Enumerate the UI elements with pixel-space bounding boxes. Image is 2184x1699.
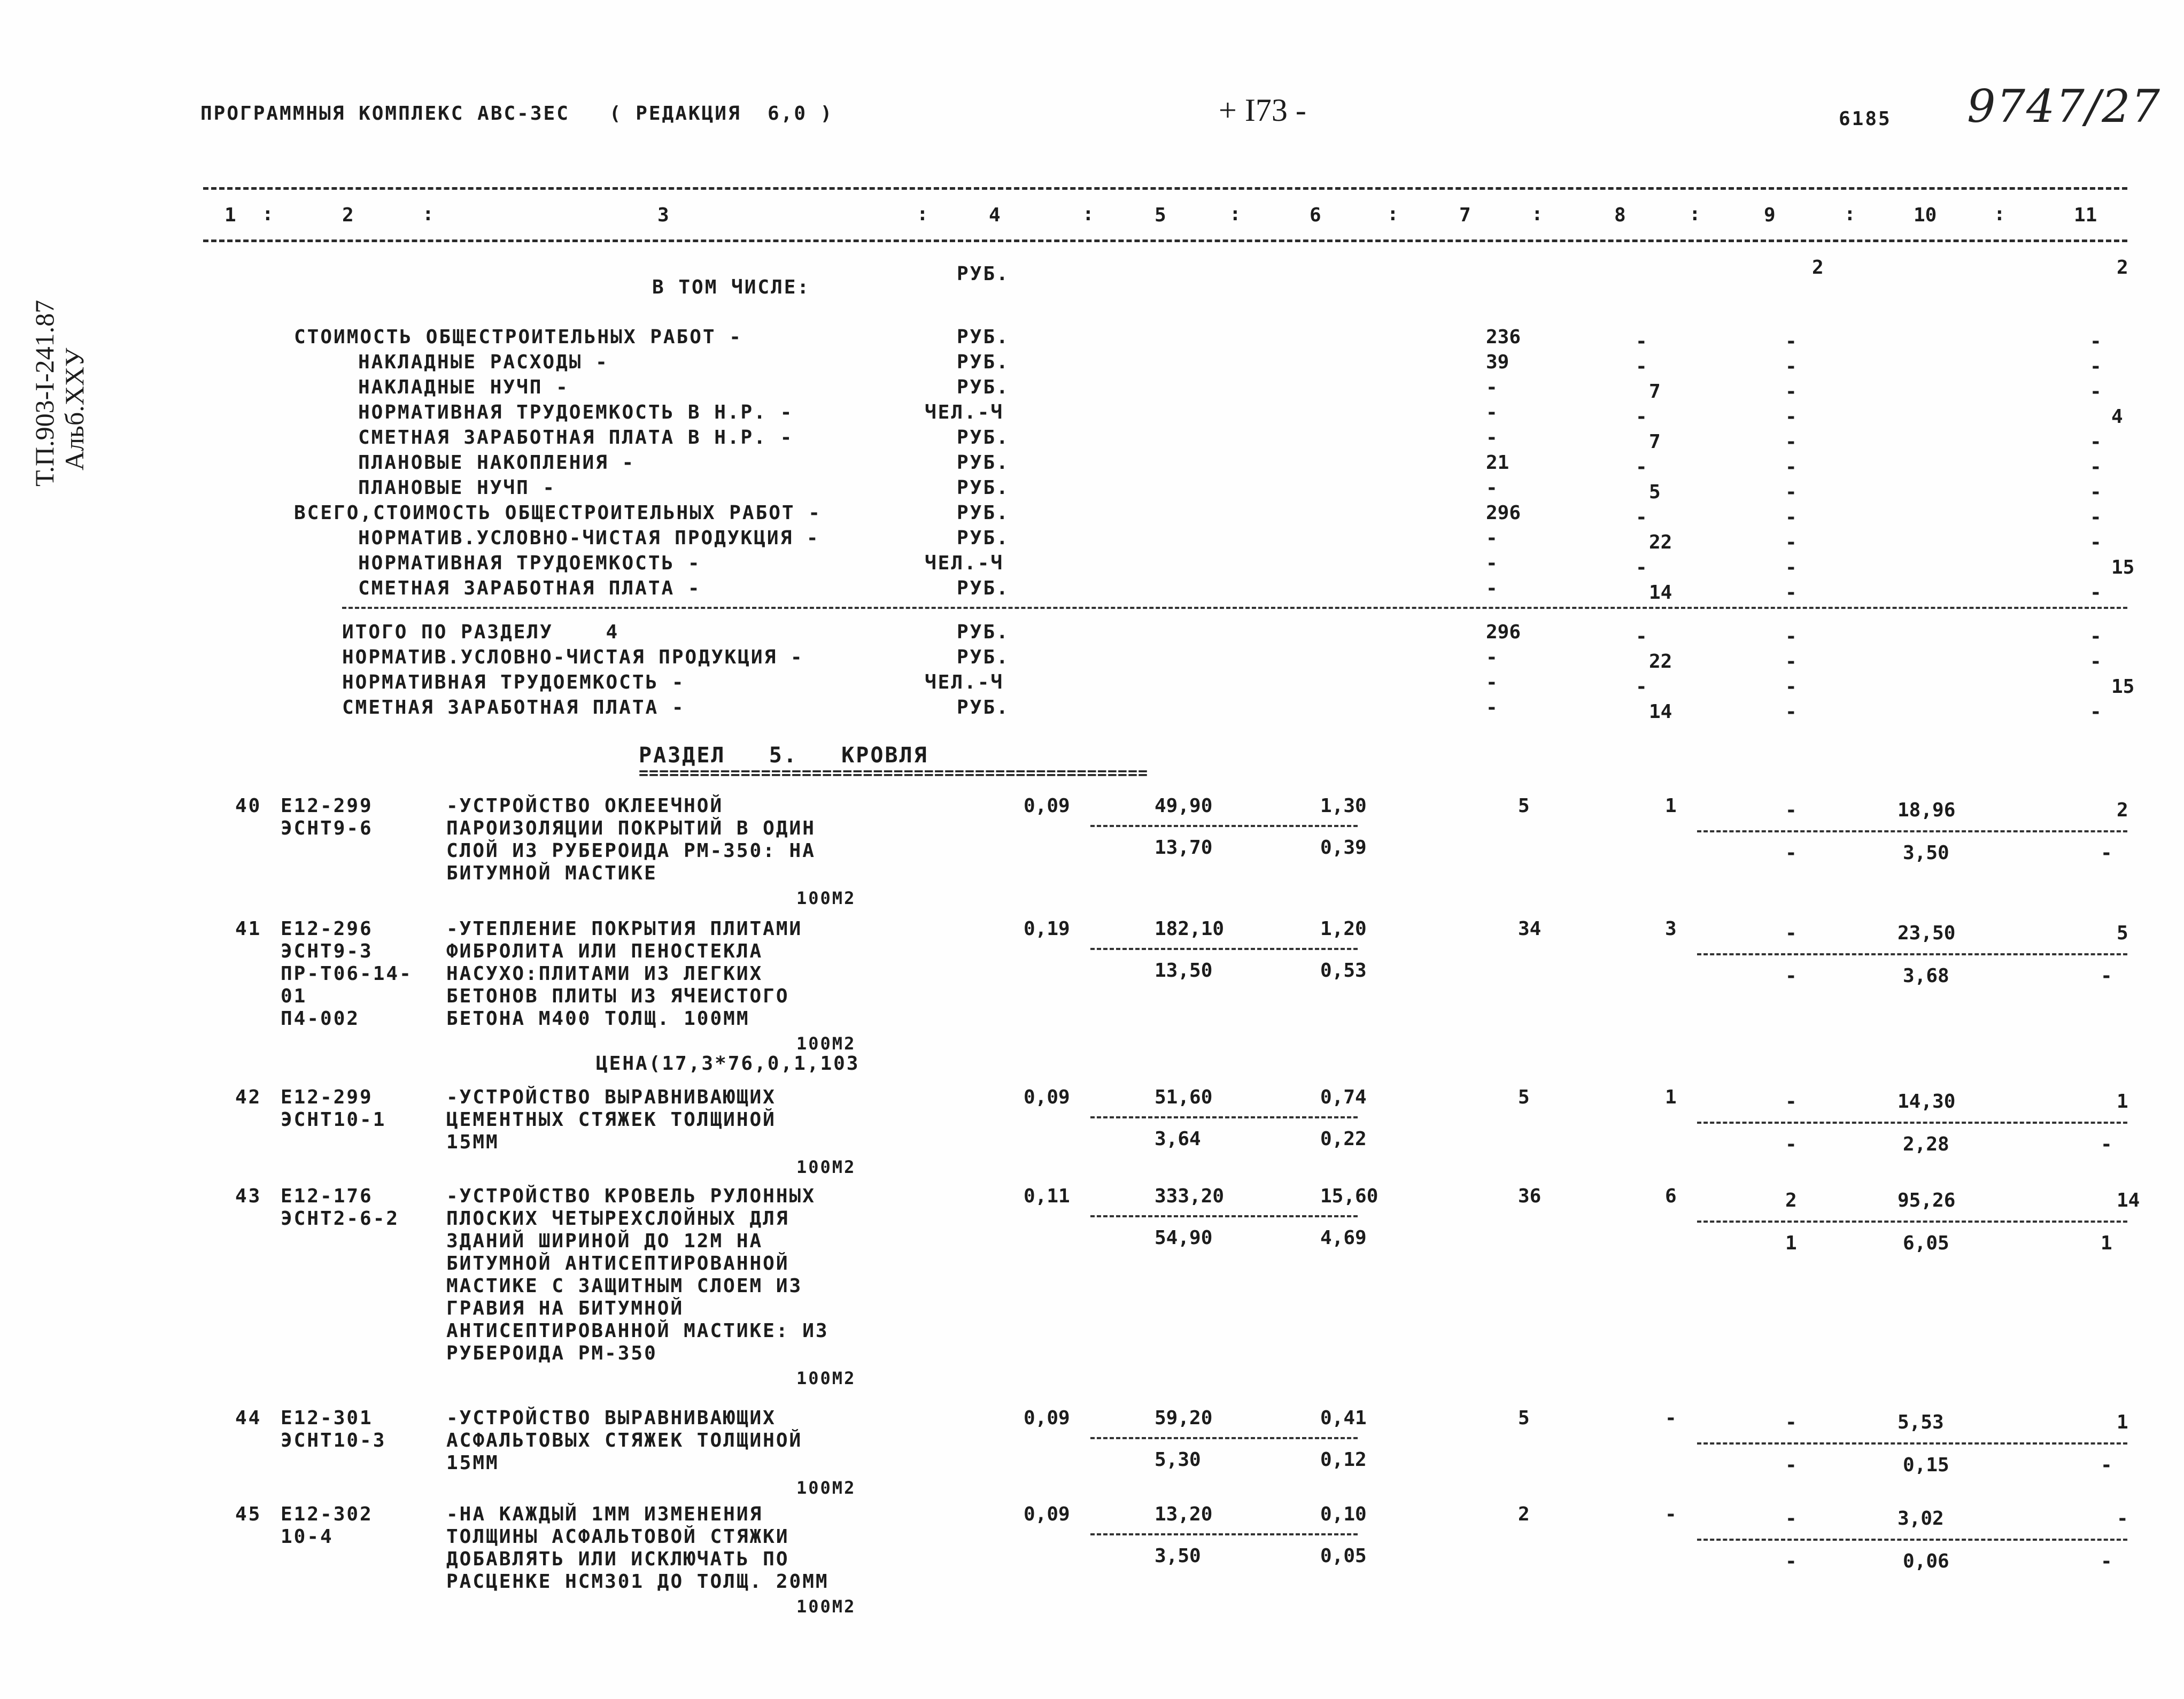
item-number: 44 <box>235 1407 262 1429</box>
item-col9-bottom: - <box>1785 965 1797 987</box>
item-col6-top: 0,74 <box>1320 1086 1367 1108</box>
summary-heading: В ТОМ ЧИСЛЕ: <box>652 276 811 298</box>
item-unit: 100М2 <box>796 1478 856 1498</box>
item-unit: 100М2 <box>796 1157 856 1177</box>
summary-row-unit: РУБ. <box>957 502 1010 524</box>
item-qty: 0,11 <box>1024 1185 1070 1207</box>
summary-row-col7: 21 <box>1486 452 1509 474</box>
item-col5-bottom: 13,70 <box>1155 837 1213 859</box>
summary-row-unit: ЧЕЛ.-Ч <box>925 401 1004 423</box>
item-number: 42 <box>235 1086 262 1108</box>
item-desc-line: -УСТРОЙСТВО КРОВЕЛЬ РУЛОННЫХ <box>446 1185 816 1207</box>
totals-row-unit: РУБ. <box>957 621 1010 643</box>
column-header-8: 8 <box>1614 204 1626 226</box>
item-code-line: Е12-176 <box>281 1185 373 1207</box>
item-code-line: ЭСНТ9-6 <box>281 817 373 839</box>
summary-row-col8: - <box>1636 406 1647 428</box>
column-header-6: 6 <box>1310 204 1321 226</box>
summary-row-col7: 236 <box>1486 326 1521 348</box>
item-code-line: Е12-296 <box>281 918 373 940</box>
item-col10-bottom: 2,28 <box>1903 1133 1949 1155</box>
totals-row-col11: - <box>2090 625 2102 647</box>
item-col5-bottom: 54,90 <box>1155 1227 1213 1249</box>
summary-row-col9: - <box>1785 481 1797 503</box>
item-col9-top: - <box>1785 1411 1797 1433</box>
summary-top-unit: РУБ. <box>957 263 1010 285</box>
summary-row-col11: 15 <box>2111 557 2135 578</box>
item-col9-top: - <box>1785 1508 1797 1530</box>
item-col8: - <box>1665 1503 1677 1525</box>
totals-row-label: НОРМАТИВНАЯ ТРУДОЕМКОСТЬ - <box>342 671 685 693</box>
header-rule-bottom <box>203 240 2127 242</box>
item-col10-bottom: 6,05 <box>1903 1232 1949 1254</box>
item-col11-bottom: - <box>2101 965 2112 987</box>
summary-row-label: НОРМАТИВ.УСЛОВНО-ЧИСТАЯ ПРОДУКЦИЯ - <box>358 527 820 549</box>
summary-row-label: СМЕТНАЯ ЗАРАБОТНАЯ ПЛАТА В Н.Р. - <box>358 427 794 449</box>
summary-row-col11: - <box>2090 506 2102 528</box>
column-header-5: 5 <box>1155 204 1166 226</box>
item-col11-bottom: - <box>2101 1550 2112 1572</box>
summary-row-col8: 5 <box>1649 481 1661 503</box>
item-col11-bottom: 1 <box>2101 1232 2112 1254</box>
item-desc-line: 15ММ <box>446 1131 499 1153</box>
item-code-line: ЭСНТ9-3 <box>281 940 373 962</box>
summary-row-col8: 14 <box>1649 582 1672 604</box>
item-col9-top: - <box>1785 1091 1797 1113</box>
item-col8: - <box>1665 1407 1677 1429</box>
item-number: 43 <box>235 1185 262 1207</box>
item-desc-line: ФИБРОЛИТА ИЛИ ПЕНОСТЕКЛА <box>446 940 763 962</box>
item-col10-top: 18,96 <box>1898 799 1956 821</box>
totals-row-label: СМЕТНАЯ ЗАРАБОТНАЯ ПЛАТА - <box>342 697 685 719</box>
summary-row-col11: - <box>2090 431 2102 453</box>
summary-row-unit: РУБ. <box>957 351 1010 373</box>
item-col9-bottom: - <box>1785 842 1797 864</box>
item-col10-top: 95,26 <box>1898 1190 1956 1211</box>
summary-top-col9: 2 <box>1812 257 1824 279</box>
item-qty: 0,19 <box>1024 918 1070 940</box>
section-underline: ================================================== <box>639 764 1149 783</box>
item-qty: 0,09 <box>1024 1086 1070 1108</box>
totals-row-col11: - <box>2090 651 2102 673</box>
summary-row-col11: - <box>2090 531 2102 553</box>
item-desc-line: МАСТИКЕ С ЗАЩИТНЫМ СЛОЕМ ИЗ <box>446 1275 803 1297</box>
item-desc-line: АНТИСЕПТИРОВАННОЙ МАСТИКЕ: ИЗ <box>446 1320 829 1342</box>
summary-row-col9: - <box>1785 531 1797 553</box>
item-col9-top: 2 <box>1785 1190 1797 1211</box>
summary-row-col7: - <box>1486 427 1498 449</box>
item-qty: 0,09 <box>1024 1503 1070 1525</box>
item-code-line: 01 <box>281 985 307 1007</box>
item-code-line: Е12-299 <box>281 795 373 817</box>
totals-rule <box>342 607 2127 609</box>
item-col5-top: 13,20 <box>1155 1503 1213 1525</box>
summary-row-label: ПЛАНОВЫЕ НАКОПЛЕНИЯ - <box>358 452 636 474</box>
summary-row-col9: - <box>1785 356 1797 377</box>
summary-row-label: НОРМАТИВНАЯ ТРУДОЕМКОСТЬ В Н.Р. - <box>358 401 794 423</box>
item-rule-col911 <box>1697 1221 2127 1223</box>
item-col10-bottom: 3,68 <box>1903 965 1949 987</box>
totals-row-col7: 296 <box>1486 621 1521 643</box>
item-unit: 100М2 <box>796 1033 856 1054</box>
summary-row-col7: - <box>1486 477 1498 499</box>
item-desc-line: -НА КАЖДЫЙ 1ММ ИЗМЕНЕНИЯ <box>446 1503 763 1525</box>
item-col8: 1 <box>1665 1086 1677 1108</box>
item-col7: 34 <box>1518 918 1542 940</box>
item-code-line: П4-002 <box>281 1008 360 1030</box>
summary-row-label: НОРМАТИВНАЯ ТРУДОЕМКОСТЬ - <box>358 552 701 574</box>
item-col10-top: 3,02 <box>1898 1508 1944 1530</box>
summary-row-label: СТОИМОСТЬ ОБЩЕСТРОИТЕЛЬНЫХ РАБОТ - <box>294 326 742 348</box>
totals-row-unit: РУБ. <box>957 646 1010 668</box>
item-col10-bottom: 3,50 <box>1903 842 1949 864</box>
column-header-3: 3 <box>657 204 669 226</box>
item-col8: 1 <box>1665 795 1677 817</box>
totals-row-col11: 15 <box>2111 676 2135 698</box>
item-desc-line: АСФАЛЬТОВЫХ СТЯЖЕК ТОЛЩИНОЙ <box>446 1430 803 1451</box>
side-stamp <box>29 208 115 486</box>
item-col10-top: 5,53 <box>1898 1411 1944 1433</box>
item-rule-col56 <box>1090 1437 1358 1439</box>
summary-row-label: НАКЛАДНЫЕ НУЧП - <box>358 376 569 398</box>
summary-row-col9: - <box>1785 431 1797 453</box>
column-separator: : <box>1531 203 1543 225</box>
summary-row-col7: 296 <box>1486 502 1521 524</box>
sheet-number: 9747/27 <box>1967 80 2161 133</box>
item-col5-bottom: 13,50 <box>1155 960 1213 982</box>
item-rule-col911 <box>1697 1122 2127 1124</box>
item-desc-line: -УТЕПЛЕНИЕ ПОКРЫТИЯ ПЛИТАМИ <box>446 918 803 940</box>
item-col6-top: 0,10 <box>1320 1503 1367 1525</box>
summary-row-col11: - <box>2090 330 2102 352</box>
item-col6-bottom: 0,39 <box>1320 837 1367 859</box>
item-col6-bottom: 0,12 <box>1320 1449 1367 1471</box>
item-col11-bottom: - <box>2101 842 2112 864</box>
item-col5-top: 51,60 <box>1155 1086 1213 1108</box>
item-unit: 100М2 <box>796 1596 856 1617</box>
side-stamp-line1: Т.П.903-I-241.87 <box>29 299 59 486</box>
summary-row-unit: РУБ. <box>957 427 1010 449</box>
item-number: 41 <box>235 918 262 940</box>
item-col9-bottom: - <box>1785 1550 1797 1572</box>
totals-row-col8: 14 <box>1649 701 1672 723</box>
summary-row-col8: 7 <box>1649 381 1661 403</box>
section-title: РАЗДЕЛ 5. КРОВЛЯ <box>639 743 928 768</box>
summary-row-unit: РУБ. <box>957 452 1010 474</box>
item-col6-top: 1,20 <box>1320 918 1367 940</box>
column-separator: : <box>262 203 274 225</box>
item-col9-bottom: - <box>1785 1133 1797 1155</box>
item-unit: 100М2 <box>796 888 856 908</box>
item-col11-top: 5 <box>2117 922 2128 944</box>
item-desc-line: -УСТРОЙСТВО ОКЛЕЕЧНОЙ <box>446 795 724 817</box>
item-code-line: Е12-299 <box>281 1086 373 1108</box>
summary-row-col11: - <box>2090 582 2102 604</box>
summary-row-col8: - <box>1636 330 1647 352</box>
item-col8: 6 <box>1665 1185 1677 1207</box>
item-col7: 5 <box>1518 1407 1530 1429</box>
item-rule-col911 <box>1697 1442 2127 1445</box>
summary-row-unit: РУБ. <box>957 477 1010 499</box>
item-col10-top: 23,50 <box>1898 922 1956 944</box>
item-col5-bottom: 3,64 <box>1155 1128 1201 1150</box>
item-desc-line: ЗДАНИЙ ШИРИНОЙ ДО 12М НА <box>446 1230 763 1252</box>
totals-row-col11: - <box>2090 701 2102 723</box>
item-desc-line: БЕТОНОВ ПЛИТЫ ИЗ ЯЧЕИСТОГО <box>446 985 789 1007</box>
item-number: 40 <box>235 795 262 817</box>
item-price-note: ЦЕНА(17,3*76,0,1,103 <box>596 1053 860 1075</box>
column-separator: : <box>1689 203 1701 225</box>
item-rule-col56 <box>1090 1533 1358 1535</box>
item-code-line: Е12-301 <box>281 1407 373 1429</box>
item-col11-bottom: - <box>2101 1454 2112 1476</box>
summary-row-col8: - <box>1636 356 1647 377</box>
item-desc-line: -УСТРОЙСТВО ВЫРАВНИВАЮЩИХ <box>446 1407 776 1429</box>
item-col11-top: 2 <box>2117 799 2128 821</box>
item-desc-line: -УСТРОЙСТВО ВЫРАВНИВАЮЩИХ <box>446 1086 776 1108</box>
item-col6-bottom: 0,22 <box>1320 1128 1367 1150</box>
column-header-11: 11 <box>2074 204 2097 226</box>
item-unit: 100М2 <box>796 1368 856 1388</box>
item-code-line: ЭСНТ2-6-2 <box>281 1208 400 1230</box>
column-header-1: 1 <box>224 204 236 226</box>
column-separator: : <box>1229 203 1241 225</box>
item-col7: 36 <box>1518 1185 1542 1207</box>
item-rule-col911 <box>1697 1539 2127 1541</box>
page-number: + I73 - <box>1219 92 1306 128</box>
column-header-9: 9 <box>1764 204 1776 226</box>
item-col11-top: 1 <box>2117 1411 2128 1433</box>
item-col7: 5 <box>1518 1086 1530 1108</box>
item-col9-top: - <box>1785 922 1797 944</box>
item-col6-bottom: 4,69 <box>1320 1227 1367 1249</box>
item-col5-top: 182,10 <box>1155 918 1225 940</box>
item-qty: 0,09 <box>1024 1407 1070 1429</box>
column-separator: : <box>1844 203 1856 225</box>
summary-row-col7: - <box>1486 376 1498 398</box>
item-col5-bottom: 3,50 <box>1155 1545 1201 1567</box>
summary-row-col7: - <box>1486 527 1498 549</box>
totals-row-col8: - <box>1636 625 1647 647</box>
summary-row-col11: - <box>2090 456 2102 478</box>
summary-row-unit: ЧЕЛ.-Ч <box>925 552 1004 574</box>
item-code-line: ЭСНТ10-3 <box>281 1430 386 1451</box>
item-code-line: ЭСНТ10-1 <box>281 1109 386 1131</box>
summary-row-col8: - <box>1636 506 1647 528</box>
item-col6-top: 1,30 <box>1320 795 1367 817</box>
column-header-7: 7 <box>1459 204 1471 226</box>
summary-row-unit: РУБ. <box>957 376 1010 398</box>
item-col8: 3 <box>1665 918 1677 940</box>
item-code-line: Е12-302 <box>281 1503 373 1525</box>
summary-row-col8: - <box>1636 456 1647 478</box>
doc-code: 6185 <box>1839 108 1892 130</box>
item-desc-line: ПЛОСКИХ ЧЕТЫРЕХСЛОЙНЫХ ДЛЯ <box>446 1208 789 1230</box>
totals-row-unit: ЧЕЛ.-Ч <box>925 671 1004 693</box>
totals-row-col8: - <box>1636 676 1647 698</box>
item-desc-line: ЦЕМЕНТНЫХ СТЯЖЕК ТОЛЩИНОЙ <box>446 1109 776 1131</box>
item-col11-top: 1 <box>2117 1091 2128 1113</box>
item-code-line: ПР-Т06-14- <box>281 963 413 985</box>
column-header-2: 2 <box>342 204 354 226</box>
item-col10-top: 14,30 <box>1898 1091 1956 1113</box>
header-rule-top <box>203 187 2127 190</box>
item-col5-bottom: 5,30 <box>1155 1449 1201 1471</box>
item-col9-top: - <box>1785 799 1797 821</box>
item-desc-line: ПАРОИЗОЛЯЦИИ ПОКРЫТИЙ В ОДИН <box>446 817 816 839</box>
summary-row-col11: 4 <box>2111 406 2123 428</box>
summary-row-col7: - <box>1486 552 1498 574</box>
item-qty: 0,09 <box>1024 795 1070 817</box>
summary-row-col9: - <box>1785 330 1797 352</box>
item-desc-line: СЛОЙ ИЗ РУБЕРОИДА РМ-350: НА <box>446 840 816 862</box>
summary-row-label: НАКЛАДНЫЕ РАСХОДЫ - <box>358 351 609 373</box>
column-separator: : <box>917 203 928 225</box>
summary-top-col11: 2 <box>2117 257 2128 279</box>
program-title: ПРОГРАММНЫЯ КОМПЛЕКС АВС-ЗЕС ( РЕДАКЦИЯ 6,0 ) <box>200 103 834 125</box>
item-col5-top: 333,20 <box>1155 1185 1225 1207</box>
item-col6-top: 15,60 <box>1320 1185 1378 1207</box>
item-rule-col56 <box>1090 1215 1358 1217</box>
totals-row-label: ИТОГО ПО РАЗДЕЛУ 4 <box>342 621 619 643</box>
item-col10-bottom: 0,15 <box>1903 1454 1949 1476</box>
totals-row-col7: - <box>1486 646 1498 668</box>
item-rule-col56 <box>1090 948 1358 950</box>
column-separator: : <box>1082 203 1094 225</box>
summary-row-col7: 39 <box>1486 351 1509 373</box>
item-col7: 5 <box>1518 795 1530 817</box>
summary-row-col8: - <box>1636 557 1647 578</box>
item-desc-line: НАСУХО:ПЛИТАМИ ИЗ ЛЕГКИХ <box>446 963 763 985</box>
summary-row-col11: - <box>2090 381 2102 403</box>
summary-row-col9: - <box>1785 381 1797 403</box>
summary-row-unit: РУБ. <box>957 527 1010 549</box>
summary-row-col11: - <box>2090 356 2102 377</box>
item-rule-col911 <box>1697 953 2127 955</box>
item-col7: 2 <box>1518 1503 1530 1525</box>
totals-row-label: НОРМАТИВ.УСЛОВНО-ЧИСТАЯ ПРОДУКЦИЯ - <box>342 646 804 668</box>
item-col6-bottom: 0,53 <box>1320 960 1367 982</box>
summary-row-col8: 22 <box>1649 531 1672 553</box>
item-col5-top: 49,90 <box>1155 795 1213 817</box>
item-code-line: 10-4 <box>281 1526 334 1548</box>
summary-row-col9: - <box>1785 506 1797 528</box>
item-desc-line: РАСЦЕНКЕ НСМ301 ДО ТОЛЩ. 20ММ <box>446 1571 829 1593</box>
item-desc-line: БИТУМНОЙ МАСТИКЕ <box>446 862 657 884</box>
totals-row-unit: РУБ. <box>957 697 1010 719</box>
item-col11-bottom: - <box>2101 1133 2112 1155</box>
column-separator: : <box>422 203 434 225</box>
item-col11-top: - <box>2117 1508 2128 1530</box>
totals-row-col7: - <box>1486 697 1498 719</box>
summary-row-col7: - <box>1486 577 1498 599</box>
summary-row-col9: - <box>1785 406 1797 428</box>
item-desc-line: ТОЛЩИНЫ АСФАЛЬТОВОЙ СТЯЖКИ <box>446 1526 789 1548</box>
item-desc-line: 15ММ <box>446 1452 499 1474</box>
column-header-10: 10 <box>1914 204 1937 226</box>
summary-row-label: ПЛАНОВЫЕ НУЧП - <box>358 477 556 499</box>
item-rule-col56 <box>1090 1116 1358 1118</box>
totals-row-col7: - <box>1486 671 1498 693</box>
item-desc-line: ГРАВИЯ НА БИТУМНОЙ <box>446 1298 684 1319</box>
item-desc-line: РУБЕРОИДА РМ-350 <box>446 1342 657 1364</box>
summary-row-col9: - <box>1785 456 1797 478</box>
column-separator: : <box>1994 203 2005 225</box>
column-header-4: 4 <box>989 204 1001 226</box>
column-separator: : <box>1387 203 1399 225</box>
summary-row-col11: - <box>2090 481 2102 503</box>
item-col5-top: 59,20 <box>1155 1407 1213 1429</box>
summary-row-col8: 7 <box>1649 431 1661 453</box>
item-col9-bottom: - <box>1785 1454 1797 1476</box>
item-col6-bottom: 0,05 <box>1320 1545 1367 1567</box>
summary-row-col9: - <box>1785 557 1797 578</box>
summary-row-label: ВСЕГО,СТОИМОСТЬ ОБЩЕСТРОИТЕЛЬНЫХ РАБОТ - <box>294 502 822 524</box>
item-col11-top: 14 <box>2117 1190 2140 1211</box>
totals-row-col8: 22 <box>1649 651 1672 673</box>
totals-row-col9: - <box>1785 651 1797 673</box>
summary-row-unit: РУБ. <box>957 577 1010 599</box>
summary-row-label: СМЕТНАЯ ЗАРАБОТНАЯ ПЛАТА - <box>358 577 701 599</box>
summary-row-unit: РУБ. <box>957 326 1010 348</box>
item-number: 45 <box>235 1503 262 1525</box>
side-stamp-line2: Альб.XXУ <box>59 347 89 470</box>
item-col6-top: 0,41 <box>1320 1407 1367 1429</box>
item-col10-bottom: 0,06 <box>1903 1550 1949 1572</box>
item-desc-line: БЕТОНА М400 ТОЛЩ. 100ММ <box>446 1008 750 1030</box>
item-desc-line: БИТУМНОЙ АНТИСЕПТИРОВАННОЙ <box>446 1253 789 1275</box>
item-rule-col56 <box>1090 825 1358 827</box>
summary-row-col9: - <box>1785 582 1797 604</box>
item-rule-col911 <box>1697 830 2127 832</box>
totals-row-col9: - <box>1785 625 1797 647</box>
item-desc-line: ДОБАВЛЯТЬ ИЛИ ИСКЛЮЧАТЬ ПО <box>446 1548 789 1570</box>
totals-row-col9: - <box>1785 701 1797 723</box>
totals-row-col9: - <box>1785 676 1797 698</box>
summary-row-col7: - <box>1486 401 1498 423</box>
item-col9-bottom: 1 <box>1785 1232 1797 1254</box>
